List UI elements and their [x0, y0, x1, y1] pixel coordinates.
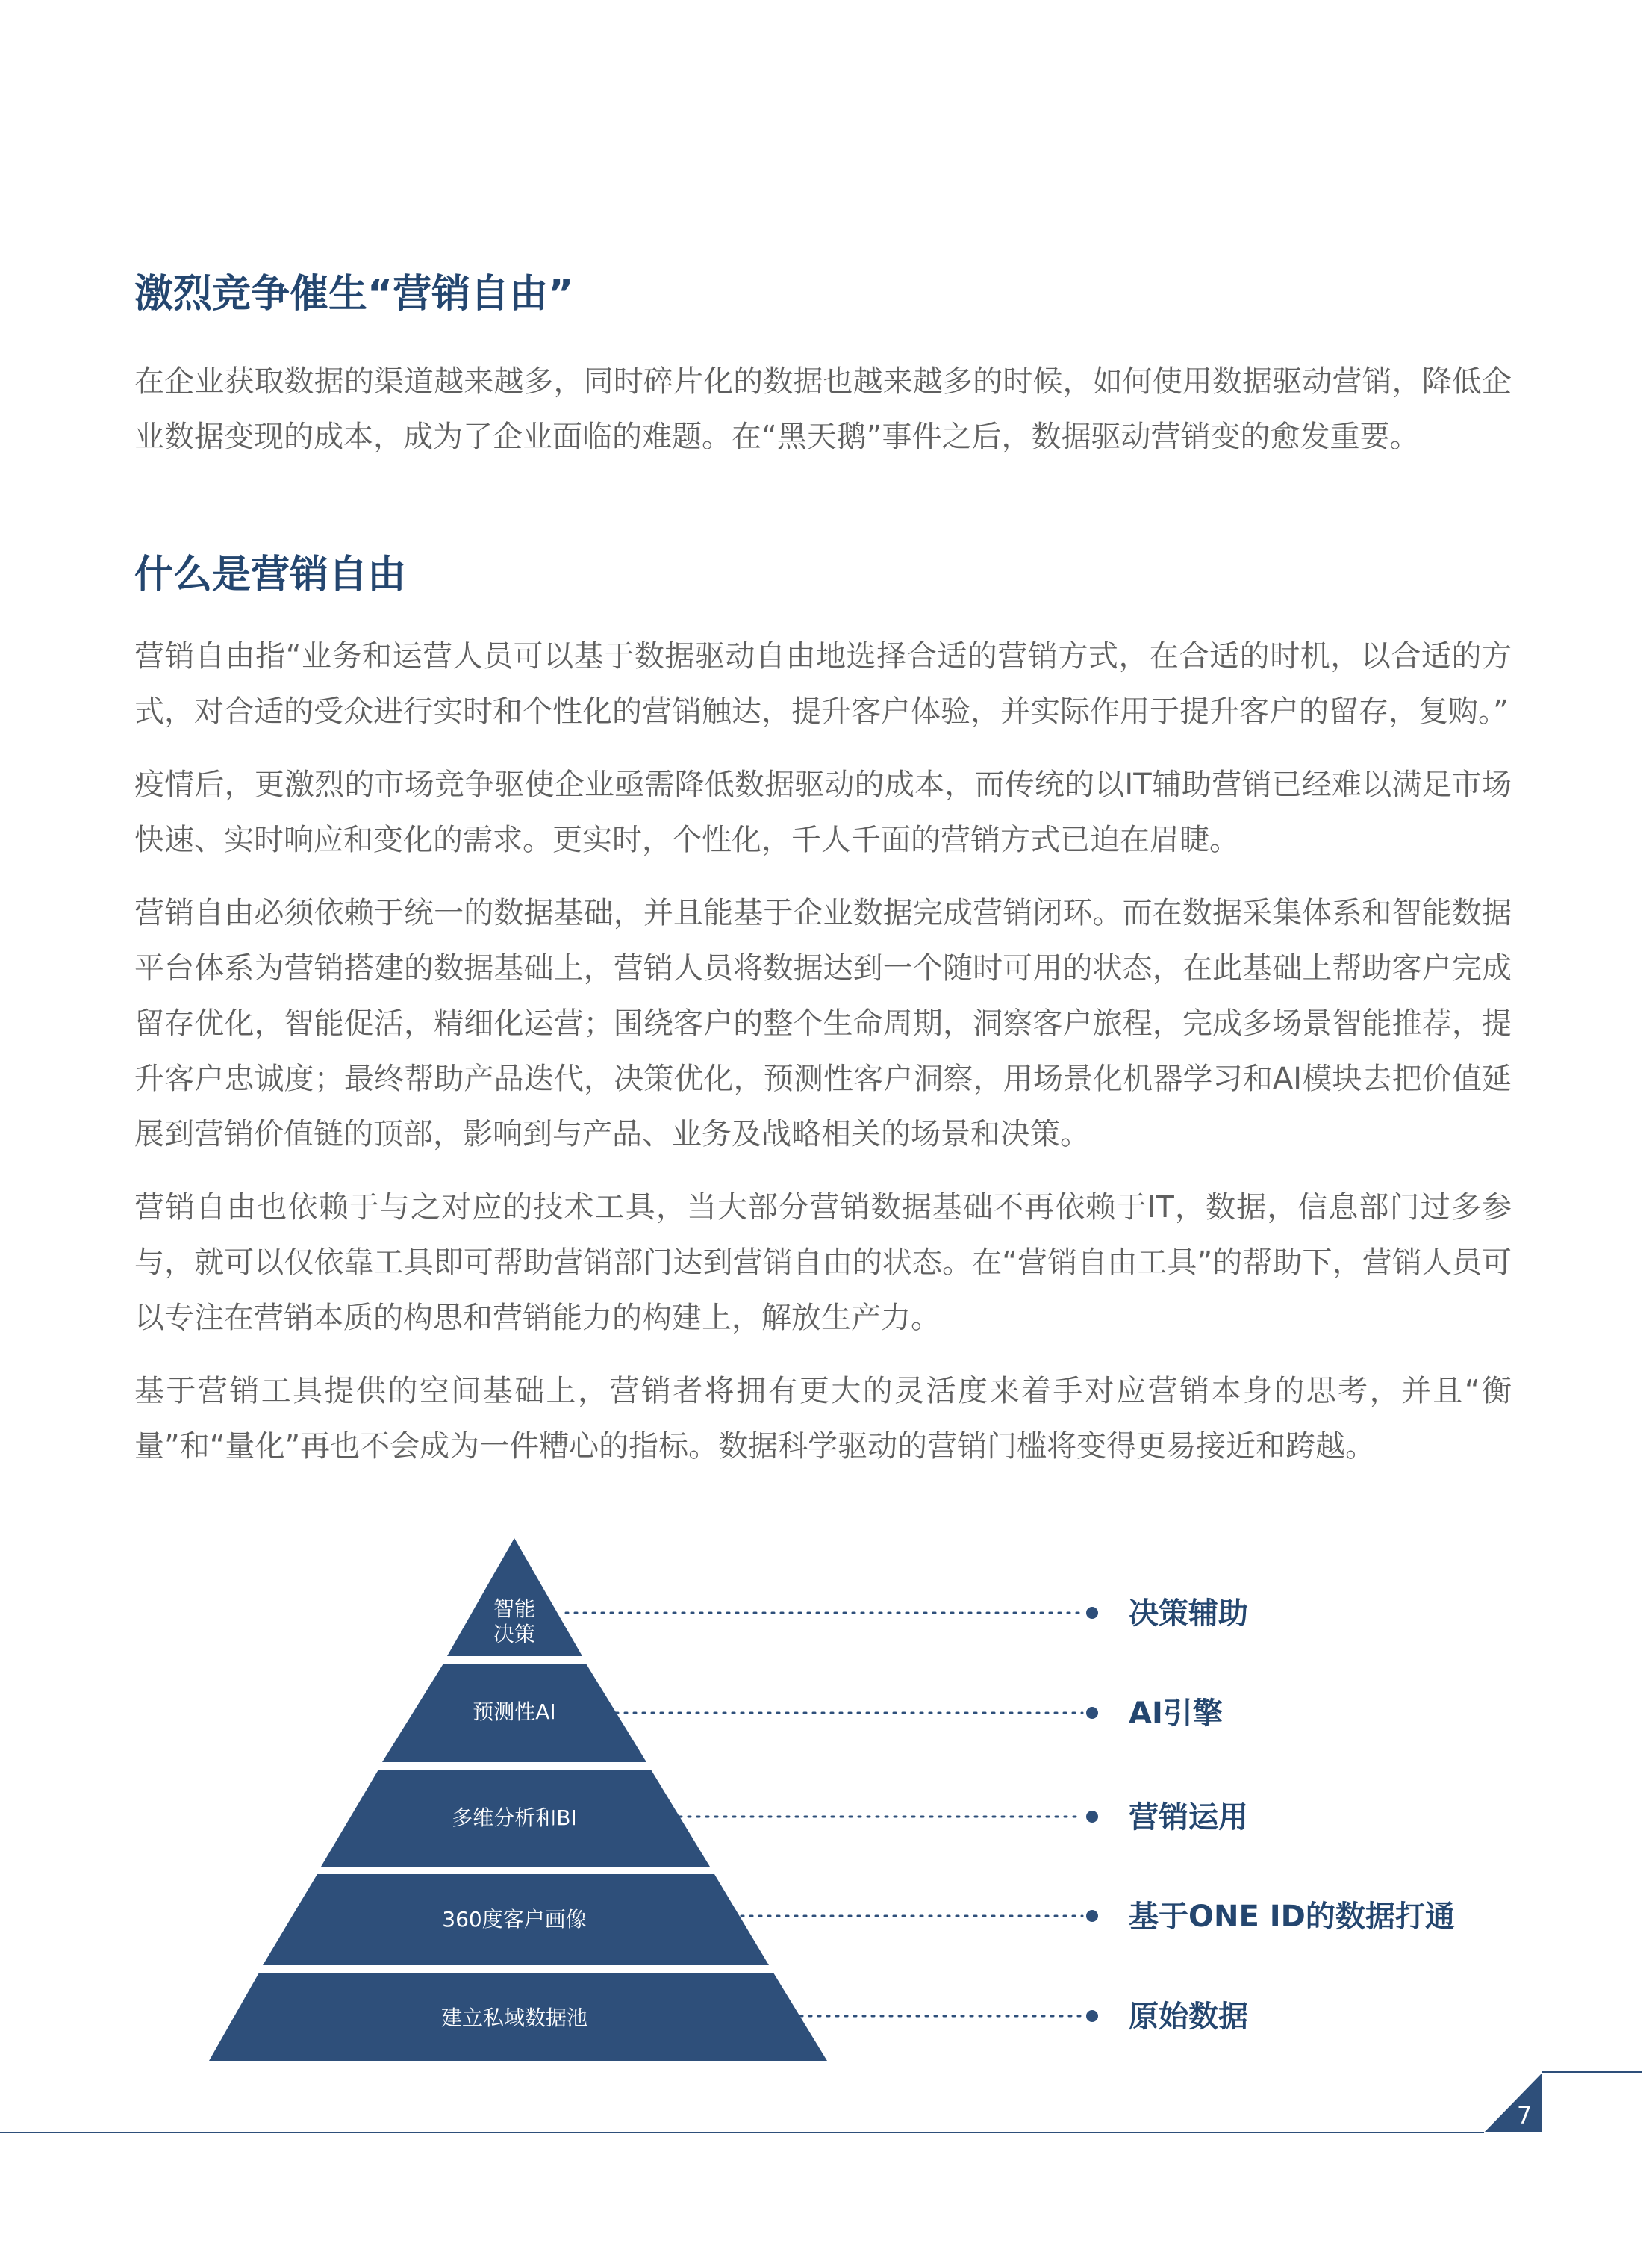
leader-dot-4	[1086, 1910, 1098, 1922]
pyramid-tier-1-line2: 决策	[493, 1622, 536, 1646]
pyramid-tier-4-text: 360度客户画像	[442, 1907, 587, 1932]
leader-dot-1	[1086, 1607, 1098, 1619]
section-paragraph: 营销自由必须依赖于统一的数据基础，并且能基于企业数据完成营销闭环。而在数据采集体系和智能数据平台体系为营销搭建的数据基础上，营销人员将数据达到一个随时可用的状态，在此基础上帮助客户完成留存优化，智能促活，精细化运营；围绕客户的整个生命周期，洞察客户旅程，完成多场景智能推荐，提升客户忠诚度；最终帮助产品迭代，决策优化，预测性客户洞察，用场景化机器学习和AI模块去把价值延展到营销价值链的顶部，影响到与产品、业务及战略相关的场景和决策。	[134, 896, 1512, 1151]
leader-dot-5	[1086, 2010, 1098, 2022]
section-paragraph: 疫情后，更激烈的市场竞争驱使企业亟需降低数据驱动的成本，而传统的以IT辅助营销已经难以满足市场快速、实时响应和变化的需求。更实时，个性化，千人千面的营销方式已迫在眉睫。	[134, 768, 1512, 857]
pyramid-label-5: 原始数据	[1129, 2000, 1248, 2034]
page-number: 7	[1516, 2101, 1533, 2130]
section-paragraph: 在企业获取数据的渠道越来越多，同时碎片化的数据也越来越多的时候，如何使用数据驱动营销，降低企业数据变现的成本，成为了企业面临的难题。在“黑天鹅”事件之后，数据驱动营销变的愈发重要。	[134, 364, 1512, 454]
pyramid-tier-2-text: 预测性AI	[473, 1699, 556, 1724]
section-heading-competition: 激烈竞争催生“营销自由”	[134, 272, 574, 317]
pyramid-tier-5-text: 建立私域数据池	[440, 2006, 588, 2030]
pyramid-label-2: AI引擎	[1129, 1696, 1223, 1731]
leader-dot-3	[1086, 1811, 1098, 1823]
pyramid-label-3: 营销运用	[1129, 1800, 1248, 1835]
section-paragraph: 基于营销工具提供的空间基础上，营销者将拥有更大的灵活度来着手对应营销本身的思考，并且“衡量”和“量化”再也不会成为一件糟心的指标。数据科学驱动的营销门槛将变得更易接近和跨越。	[134, 1374, 1512, 1463]
section-heading-marketing-freedom: 什么是营销自由	[134, 553, 407, 597]
page-number-badge	[1484, 2073, 1542, 2132]
section-paragraph: 营销自由也依赖于与之对应的技术工具，当大部分营销数据基础不再依赖于IT，数据，信息部门过多参与，就可以仅依靠工具即可帮助营销部门达到营销自由的状态。在“营销自由工具”的帮助下，营销人员可以专注在营销本质的构思和营销能力的构建上，解放生产力。	[134, 1190, 1512, 1335]
section-paragraph: 营销自由指“业务和运营人员可以基于数据驱动自由地选择合适的营销方式，在合适的时机，以合适的方式，对合适的受众进行实时和个性化的营销触达，提升客户体验，并实际作用于提升客户的留存，复购。”	[134, 639, 1512, 729]
pyramid-tier-1-line1: 智能	[493, 1596, 536, 1621]
leader-dot-2	[1086, 1707, 1098, 1719]
pyramid-label-1: 决策辅助	[1129, 1596, 1248, 1631]
pyramid-tier-3-text: 多维分析和BI	[452, 1805, 577, 1830]
pyramid-label-4: 基于ONE ID的数据打通	[1129, 1900, 1455, 1934]
